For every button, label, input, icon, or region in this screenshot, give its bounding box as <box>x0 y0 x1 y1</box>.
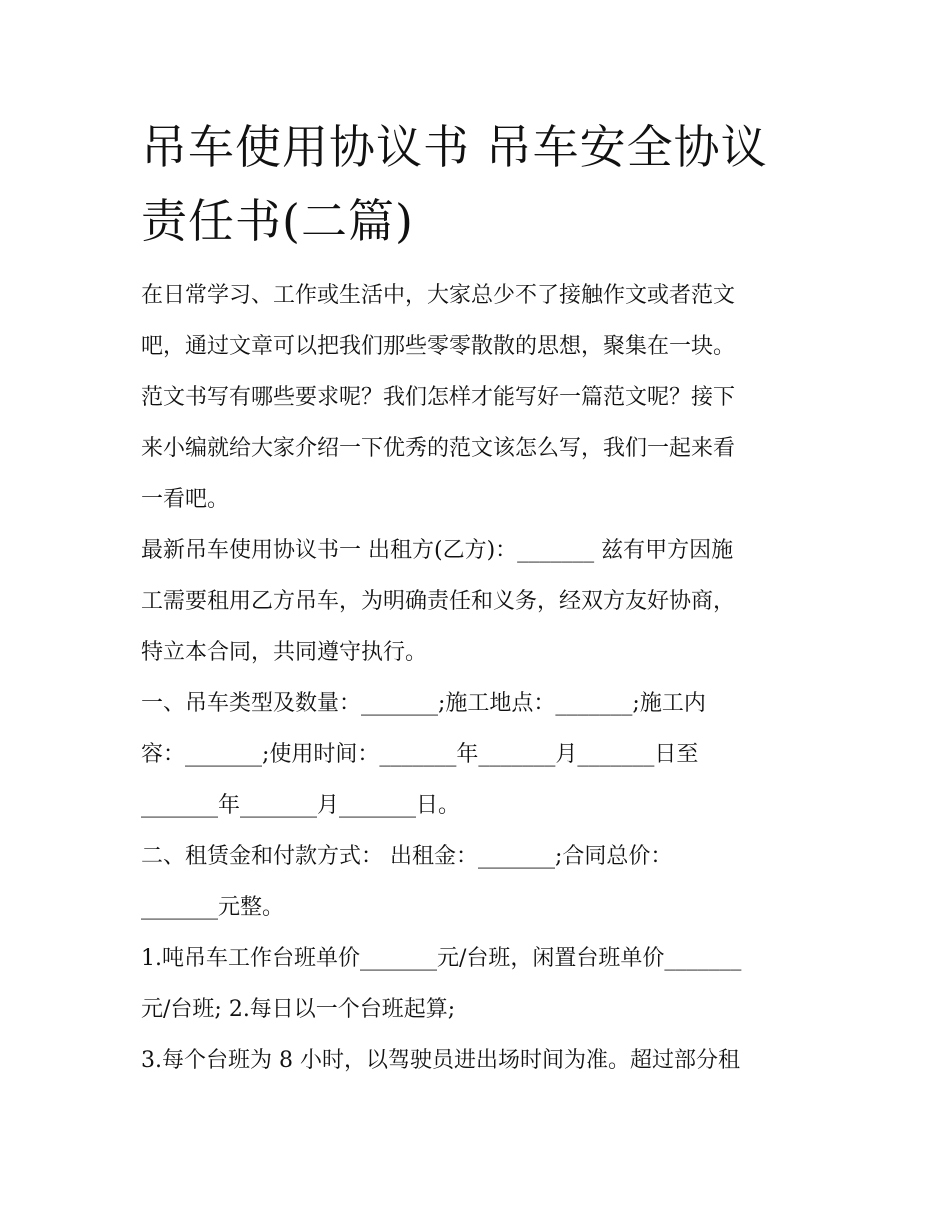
shift-hours-clause <box>141 1035 821 1086</box>
text-line: 一、吊车类型及数量：_______;施工地点：_______;施工内 <box>141 691 706 716</box>
text-line: 特立本合同，共同遵守执行。 <box>141 640 428 665</box>
text-line: 一看吧。 <box>141 487 230 512</box>
title-line: 吊车使用协议书 吊车安全协议 <box>141 120 768 174</box>
text-line: _______年_______月_______日。 <box>141 793 461 818</box>
crane-type-clause <box>141 678 821 831</box>
text-line: _______元整。 <box>141 895 285 920</box>
text-line: 吧，通过文章可以把我们那些零零散散的思想，聚集在一块。 <box>141 334 736 359</box>
title-line: 责任书(二篇) <box>141 194 414 248</box>
document-title <box>141 110 821 258</box>
text-line: 来小编就给大家介绍一下优秀的范文该怎么写，我们一起来看 <box>141 436 736 461</box>
text-line: 容：_______;使用时间：_______年_______月_______日至 <box>141 742 699 767</box>
text-line: 二、租赁金和付款方式： 出租金：_______;合同总价： <box>141 844 673 869</box>
text-line: 元/台班; 2.每日以一个台班起算; <box>141 997 456 1022</box>
unit-price-clause <box>141 933 821 1035</box>
text-line: 3.每个台班为 8 小时，以驾驶员进出场时间为准。超过部分租 <box>141 1048 740 1073</box>
intro-paragraph <box>141 270 821 525</box>
rent-payment-clause <box>141 831 821 933</box>
document-page <box>141 110 821 1086</box>
text-line: 工需要租用乙方吊车，为明确责任和义务，经双方友好协商， <box>141 589 736 614</box>
text-line: 最新吊车使用协议书一 出租方(乙方)：_______ 兹有甲方因施 <box>141 538 734 563</box>
text-line: 1.吨吊车工作台班单价_______元/台班，闲置台班单价_______ <box>141 946 742 971</box>
text-line: 在日常学习、工作或生活中，大家总少不了接触作文或者范文 <box>141 283 736 308</box>
text-line: 范文书写有哪些要求呢？我们怎样才能写好一篇范文呢？接下 <box>141 385 736 410</box>
agreement-preamble-paragraph <box>141 525 821 678</box>
